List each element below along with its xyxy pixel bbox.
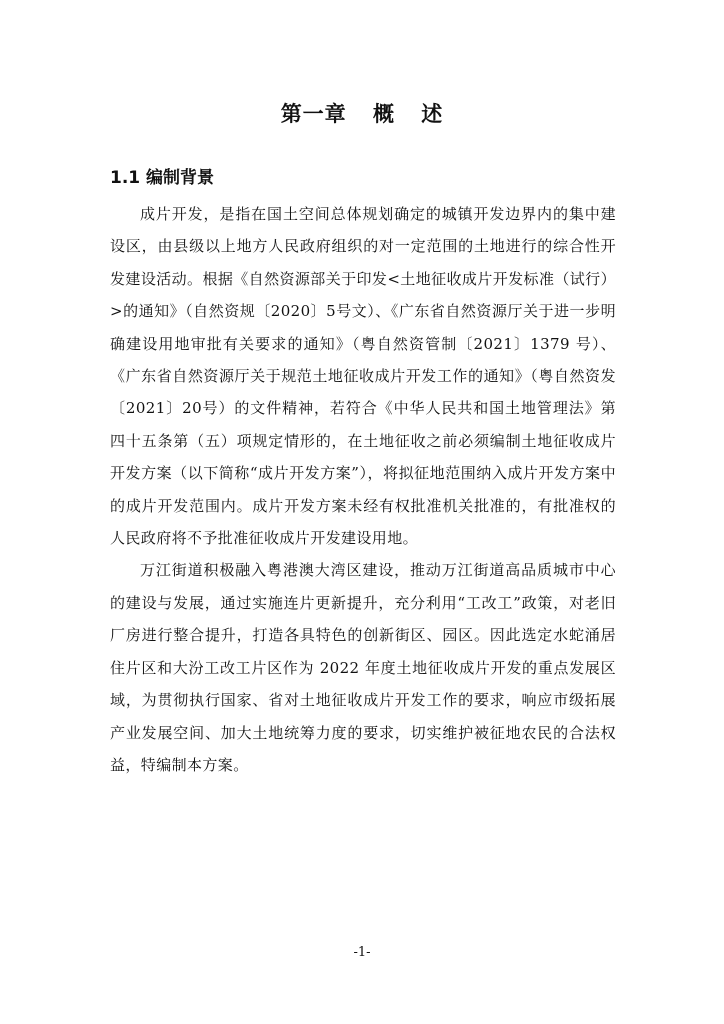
paragraph-background: 成片开发，是指在国土空间总体规划确定的城镇开发边界内的集中建设区，由县级以上地方人民政府组织的对一定范围的土地进行的综合性开发建设活动。根据《自然资源部关于印发<土地征收成片开发标准（试行）>的通知》（自然资规〔2020〕5号文）、《广东省自然资源厅关于进一步明确建设用地审批有关要求的通知》（粤自然资管制〔2021〕1379 号）、《广东省自然资源厅关于规范土地征收成片开发工作的通知》（粤自然资发〔2021〕20号）的文件精神，若符合《中华人民共和国土地管理法》第四十五条第（五）项规定情形的，在土地征收之前必须编制土地征收成片开发方案（以下简称“成片开发方案”），将拟征地范围纳入成片开发方案中的成片开发范围内。成片开发方案未经有权批准机关批准的，有批准权的人民政府将不予批准征收成片开发建设用地。 xyxy=(110,205,616,548)
chapter-title: 第一章 概 述 xyxy=(280,102,444,126)
paragraph-wanjiang: 万江街道积极融入粤港澳大湾区建设，推动万江街道高品质城市中心的建设与发展，通过实施连片更新提升，充分利用“工改工”政策，对老旧厂房进行整合提升，打造各具特色的创新街区、园区。因此选定水蛇涌居住片区和大汾工改工片区作为 2022 年度土地征收成片开发的重点发展区域，为贯彻执行国家、省对土地征收成片开发工作的要求，响应市级拓展产业发展空间、加大土地统筹力度的要求，切实维护被征地农民的合法权益，特编制本方案。 xyxy=(110,561,616,774)
body-text xyxy=(110,198,616,781)
page-number: -1- xyxy=(353,945,371,960)
section-heading: 1.1 编制背景 xyxy=(110,168,215,188)
